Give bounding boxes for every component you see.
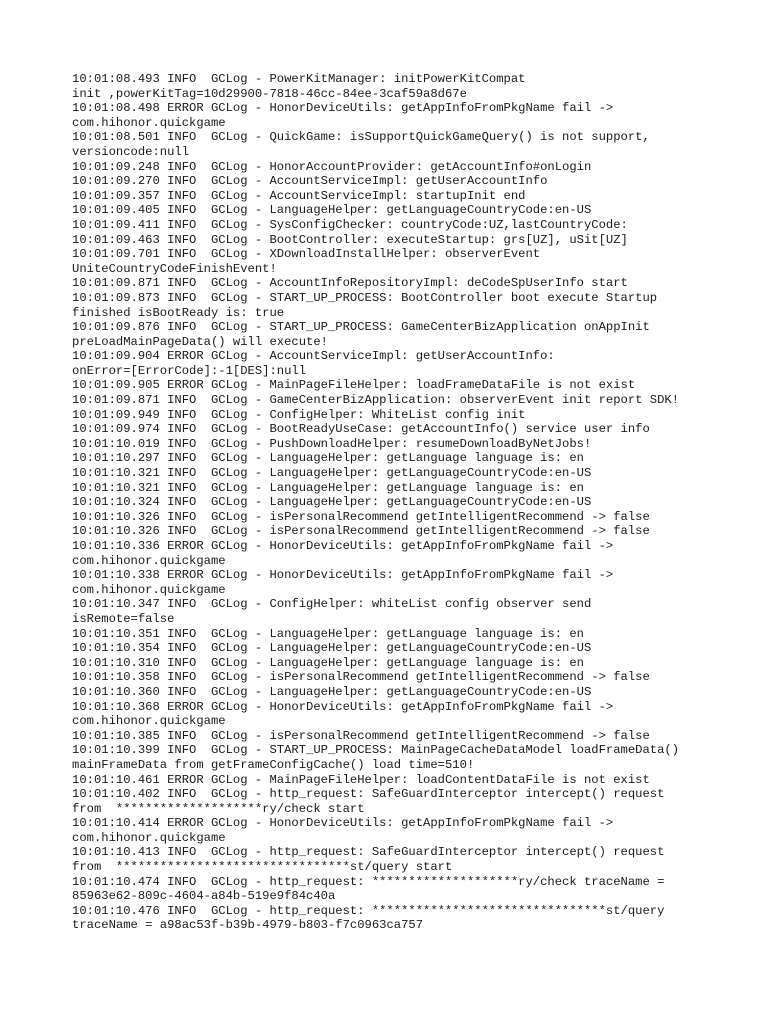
log-line: 85963e62-809c-4604-a84b-519e9f84c40a [72, 889, 336, 904]
log-line: 10:01:10.414 ERROR GCLog - HonorDeviceUtils: getAppInfoFromPkgName fail -> [72, 816, 614, 831]
log-line: 10:01:10.347 INFO GCLog - ConfigHelper: whiteList config observer send [72, 597, 592, 612]
log-line: 10:01:10.324 INFO GCLog - LanguageHelper: getLanguageCountryCode:en-US [72, 495, 592, 510]
log-line: 10:01:09.949 INFO GCLog - ConfigHelper: WhiteList config init [72, 407, 526, 422]
log-line: 10:01:10.476 INFO GCLog - http_request: ********************************st/query [72, 903, 665, 918]
log-line: from ********************ry/check start [72, 801, 365, 816]
log-line: from ********************************st/query start [72, 860, 453, 875]
log-line: preLoadMainPageData() will execute! [72, 334, 328, 349]
log-line: com.hihonor.quickgame [72, 553, 226, 568]
log-line: 10:01:10.385 INFO GCLog - isPersonalRecommend getIntelligentRecommend -> false [72, 728, 650, 743]
log-document [72, 72, 712, 933]
log-line: 10:01:10.338 ERROR GCLog - HonorDeviceUtils: getAppInfoFromPkgName fail -> [72, 568, 614, 583]
log-line: 10:01:09.871 INFO GCLog - AccountInfoRepositoryImpl: deCodeSpUserInfo start [72, 276, 628, 291]
log-line: 10:01:10.461 ERROR GCLog - MainPageFileHelper: loadContentDataFile is not exist [72, 772, 650, 787]
log-line: 10:01:10.336 ERROR GCLog - HonorDeviceUtils: getAppInfoFromPkgName fail -> [72, 539, 614, 553]
log-line: 10:01:09.357 INFO GCLog - AccountServiceImpl: startupInit end [72, 188, 526, 203]
log-line: 10:01:10.326 INFO GCLog - isPersonalRecommend getIntelligentRecommend -> false [72, 509, 650, 524]
log-line: 10:01:10.358 INFO GCLog - isPersonalRecommend getIntelligentRecommend -> false [72, 670, 650, 685]
log-line: 10:01:10.354 INFO GCLog - LanguageHelper: getLanguageCountryCode:en-US [72, 641, 592, 656]
log-line: 10:01:10.326 INFO GCLog - isPersonalRecommend getIntelligentRecommend -> false [72, 524, 650, 539]
log-line: mainFrameData from getFrameConfigCache() load time=510! [72, 757, 475, 772]
log-line: 10:01:10.368 ERROR GCLog - HonorDeviceUtils: getAppInfoFromPkgName fail -> [72, 699, 614, 714]
log-line: 10:01:10.019 INFO GCLog - PushDownloadHelper: resumeDownloadByNetJobs! [72, 436, 592, 451]
log-line: traceName = a98ac53f-b39b-4979-b803-f7c0963ca757 [72, 918, 424, 933]
log-line: 10:01:09.701 INFO GCLog - XDownloadInstallHelper: observerEvent [72, 247, 541, 262]
log-line: 10:01:10.360 INFO GCLog - LanguageHelper: getLanguageCountryCode:en-US [72, 684, 592, 699]
log-line: 10:01:10.351 INFO GCLog - LanguageHelper: getLanguage language is: en [72, 626, 584, 641]
log-line: 10:01:08.493 INFO GCLog - PowerKitManager: initPowerKitCompat [72, 72, 526, 86]
log-line: 10:01:10.402 INFO GCLog - http_request: SafeGuardInterceptor intercept() request [72, 787, 665, 802]
log-line: 10:01:10.321 INFO GCLog - LanguageHelper: getLanguageCountryCode:en-US [72, 466, 592, 481]
log-line: 10:01:10.399 INFO GCLog - START_UP_PROCESS: MainPageCacheDataModel loadFrameData() [72, 743, 680, 758]
log-line: 10:01:10.310 INFO GCLog - LanguageHelper: getLanguage language is: en [72, 655, 584, 670]
log-line: 10:01:08.498 ERROR GCLog - HonorDeviceUtils: getAppInfoFromPkgName fail -> [72, 101, 614, 116]
log-line: 10:01:09.871 INFO GCLog - GameCenterBizApplication: observerEvent init report SDK! [72, 393, 680, 408]
log-line: onError=[ErrorCode]:-1[DES]:null [72, 363, 307, 378]
log-line: 10:01:09.405 INFO GCLog - LanguageHelper: getLanguageCountryCode:en-US [72, 203, 592, 218]
log-line: 10:01:10.474 INFO GCLog - http_request: ********************ry/check traceName = [72, 874, 665, 889]
log-line: 10:01:09.411 INFO GCLog - SysConfigChecker: countryCode:UZ,lastCountryCode: [72, 217, 628, 232]
log-line: 10:01:09.904 ERROR GCLog - AccountServiceImpl: getUserAccountInfo: [72, 349, 555, 364]
log-line: isRemote=false [72, 611, 175, 626]
log-line: 10:01:09.974 INFO GCLog - BootReadyUseCase: getAccountInfo() service user info [72, 422, 650, 437]
log-line: 10:01:09.463 INFO GCLog - BootController: executeStartup: grs[UZ], uSit[UZ] [72, 232, 628, 247]
log-line: com.hihonor.quickgame [72, 830, 226, 845]
log-line: finished isBootReady is: true [72, 305, 285, 320]
log-line: 10:01:10.297 INFO GCLog - LanguageHelper: getLanguage language is: en [72, 451, 584, 466]
log-line: 10:01:09.905 ERROR GCLog - MainPageFileHelper: loadFrameDataFile is not exist [72, 378, 636, 393]
log-line: com.hihonor.quickgame [72, 582, 226, 597]
log-line: com.hihonor.quickgame [72, 714, 226, 729]
log-line: init ,powerKitTag=10d29900-7818-46cc-84ee-3caf59a8d67e [72, 86, 467, 101]
log-line: 10:01:09.270 INFO GCLog - AccountServiceImpl: getUserAccountInfo [72, 174, 548, 189]
log-line: 10:01:09.873 INFO GCLog - START_UP_PROCESS: BootController boot execute Startup [72, 290, 658, 305]
log-line: 10:01:10.321 INFO GCLog - LanguageHelper: getLanguage language is: en [72, 480, 584, 495]
log-line: 10:01:08.501 INFO GCLog - QuickGame: isSupportQuickGameQuery() is not support, [72, 130, 650, 145]
log-line: versioncode:null [72, 144, 190, 159]
log-line: 10:01:09.248 INFO GCLog - HonorAccountProvider: getAccountInfo#onLogin [72, 159, 592, 174]
log-line: 10:01:09.876 INFO GCLog - START_UP_PROCESS: GameCenterBizApplication onAppInit [72, 320, 650, 335]
log-line: UniteCountryCodeFinishEvent! [72, 261, 277, 276]
log-line: 10:01:10.413 INFO GCLog - http_request: SafeGuardInterceptor intercept() request [72, 845, 665, 860]
log-line: com.hihonor.quickgame [72, 115, 226, 130]
